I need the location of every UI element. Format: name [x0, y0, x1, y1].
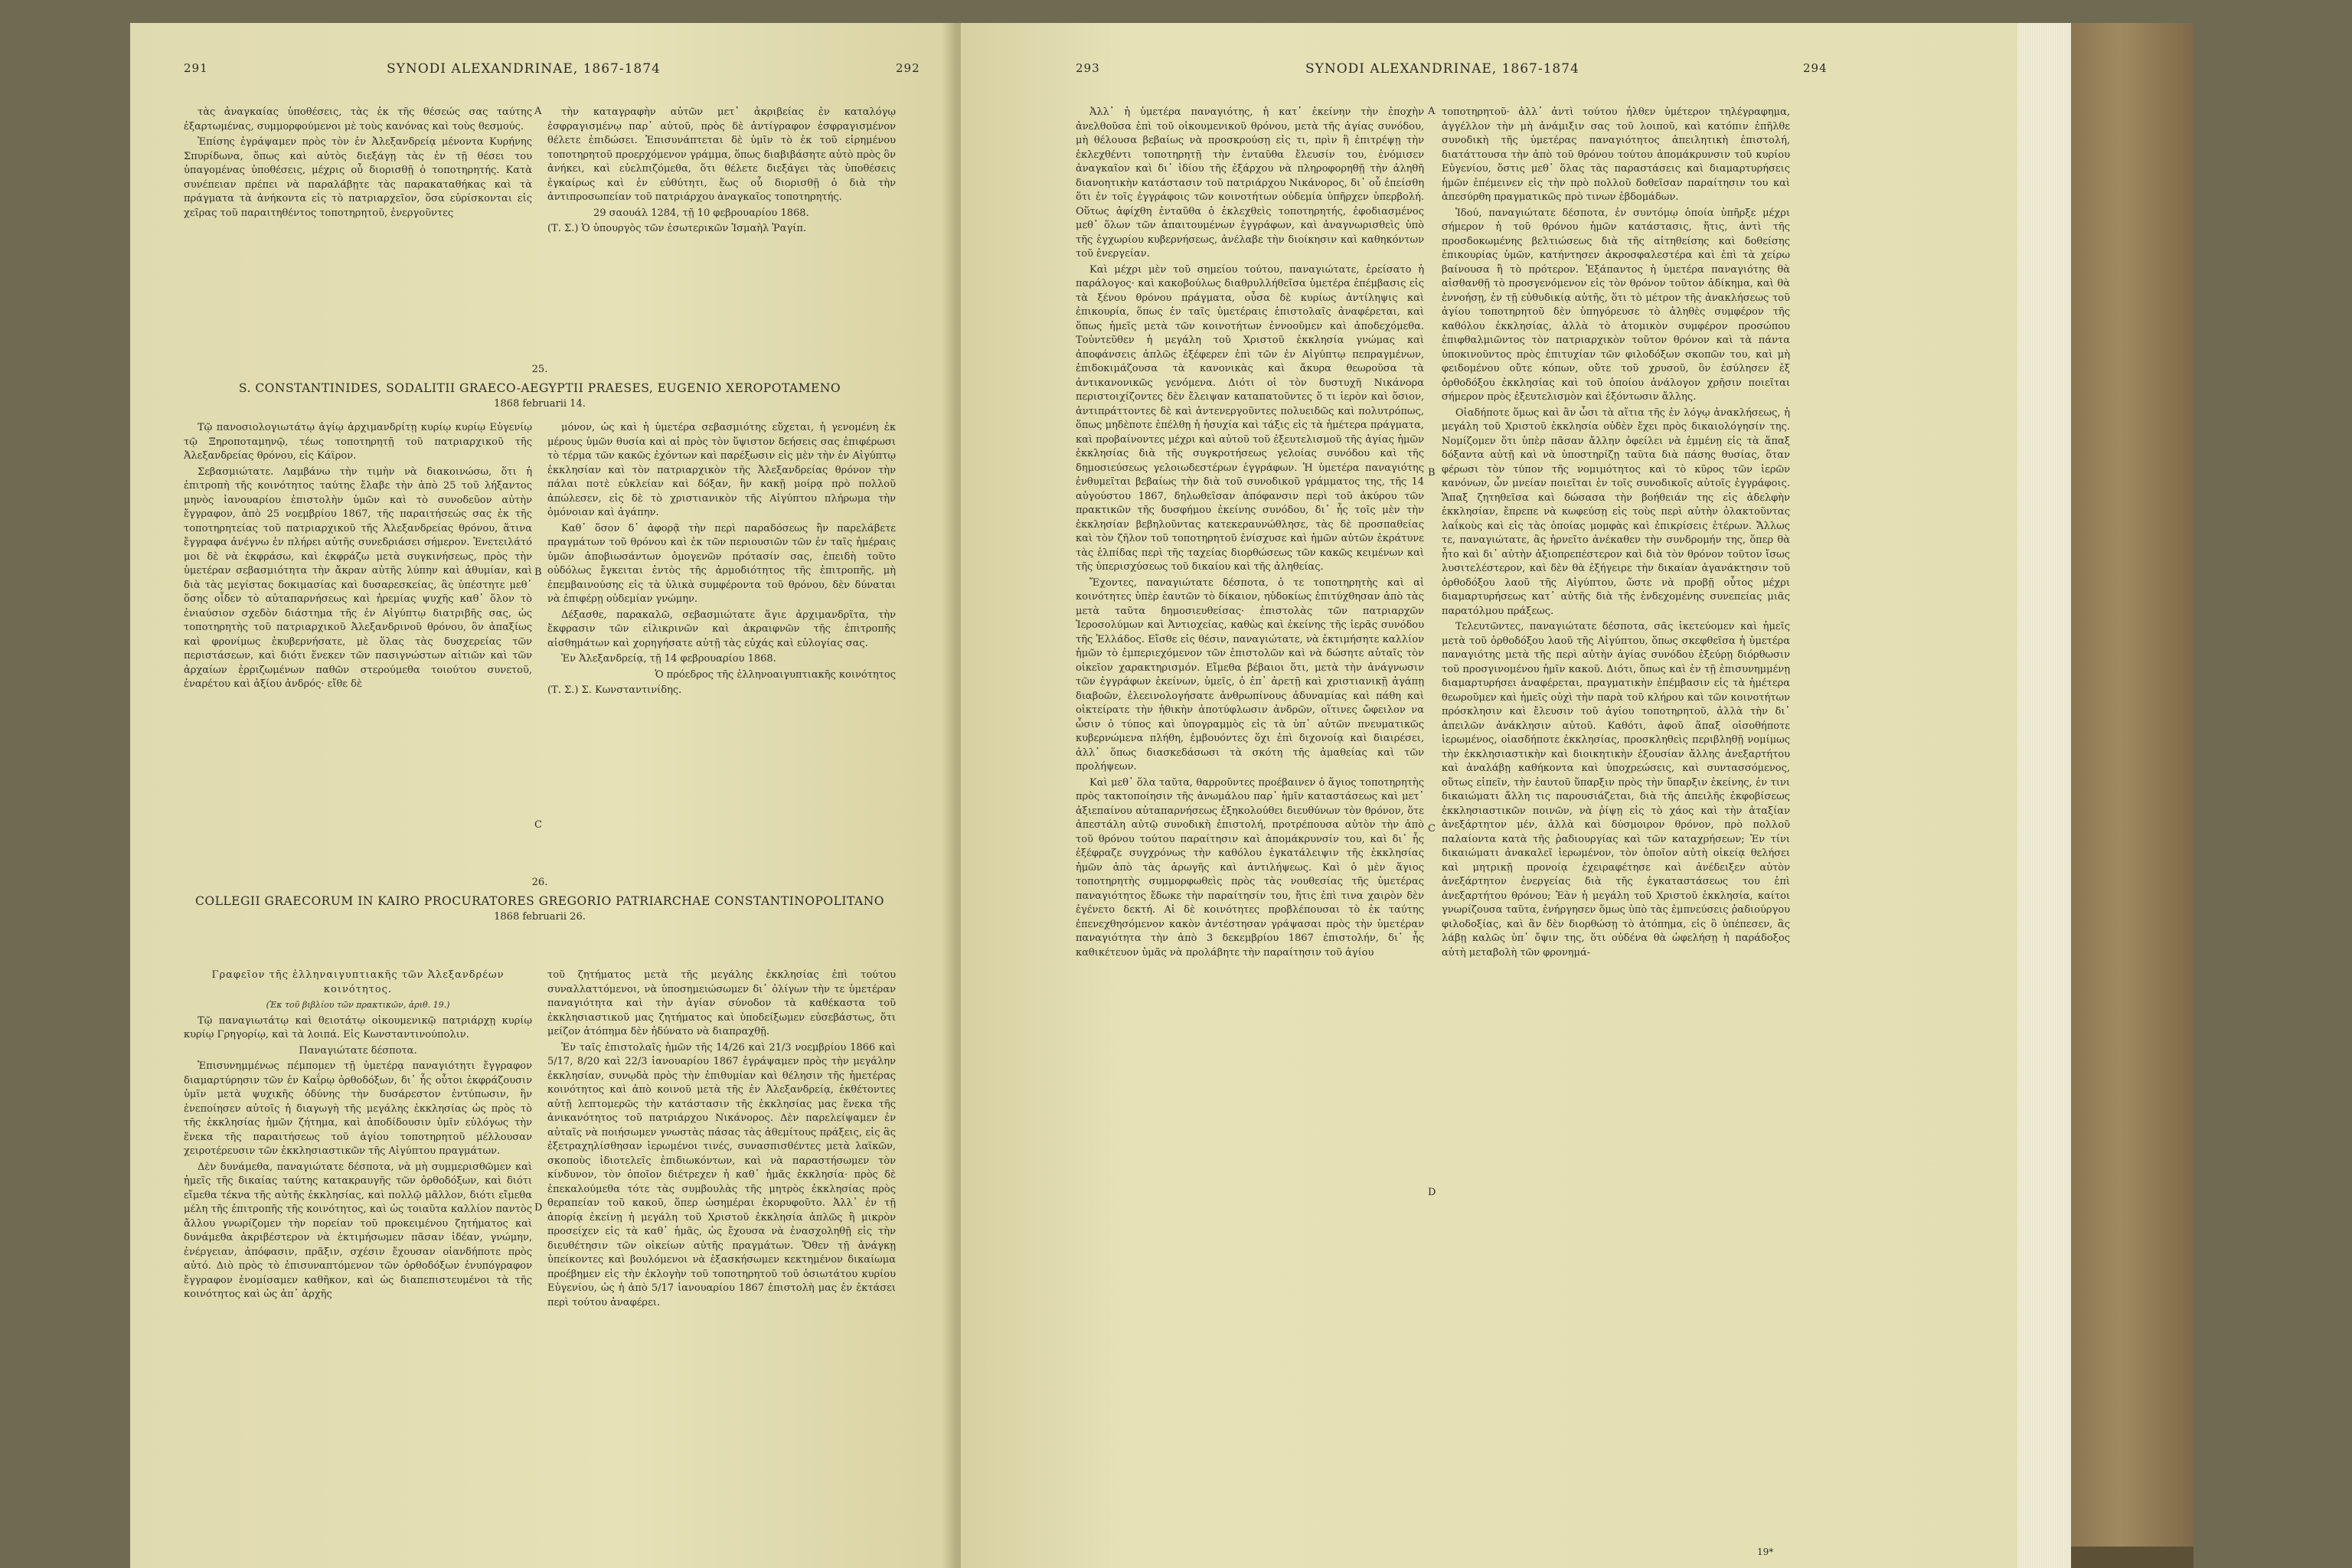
signature-title: Ὁ πρόεδρος τῆς ἑλληνοαιγυπτιακῆς κοινότητος: [655, 668, 896, 681]
margin-letter-d: D: [1428, 1187, 1436, 1198]
margin-letter-a: A: [1428, 106, 1436, 117]
running-head-left: SYNODI ALEXANDRINAE, 1867-1874: [387, 61, 661, 77]
source-note: (Ἐκ τοῦ βιβλίου τῶν πρακτικῶν, ἀριθ. 19.): [266, 1000, 450, 1010]
doc25-number: 25.: [531, 364, 548, 375]
margin-letter-c: C: [534, 819, 542, 831]
paragraph: τὴν καταγραφὴν αὐτῶν μετ᾿ ἀκριβείας ἐν καταλόγῳ ἐσφραγισμένῳ παρ᾿ αὐτοῦ, πρὸς δὲ ἀντίγραφον ἐσφραγισμένον θέλετε ἐπιδώσει. Ἐπισυνάπτεται δὲ ὑμῖν τὸ ἐκ τοῦ εἰρημένου τοποτηρητοῦ προερχόμενον γράμμα, ὅπως διαβιβάσητε αὐτὸ πρὸς ὃν ἀνήκει, καὶ εὐελπιζόμεθα, ὅτι θέλετε διεξάγει τὰς ὑποθέσεις ἐγκαίρως καὶ ἐν εὐθύτητι, ἕως οὗ διορισθῇ ὁ διὰ τὴν ἀντιπροσωπείαν τοῦ πατριάρχου ἀναγκαῖος τοποτηρητής.: [547, 106, 896, 203]
margin-letter-b: B: [534, 567, 542, 578]
paragraph: Τελευτῶντες, παναγιώτατε δέσποτα, σᾶς ἱκετεύομεν καὶ ἡμεῖς μετὰ τοῦ ὀρθοδόξου λαοῦ τῆς Αἰγύπτου, ὅπως σκεφθεῖσα ἡ ὑμετέρα παναγιότης μετὰ τῆς περὶ αὐτὴν ἁγίας συνόδου ἐξεύρῃ διόρθωσιν τοῦ προσγινομένου ἡμῖν κακοῦ. Διότι, ὅπως καὶ ἐν τῇ ἐπισυνημμένῃ διαμαρτυρήσει ἀναφέρεται, πραγματικὴν ἐπέμβασιν εἰς τὰ ἡμέτερα θεωροῦμεν καὶ ἡμεῖς οὐχὶ τὴν παρὰ τοῦ κλήρου καὶ τῶν κοινοτήτων πρόσκλησιν καὶ ἔλευσιν τοῦ ἁγίου τοποτηρητοῦ, ἀλλὰ τὴν δι᾿ ἀπειλῶν ἀνάκλησιν αὐτοῦ. Καθότι, ἀφοῦ ἅπαξ οἰσοθήποτε ἱερωμένος, οἰασδήποτε ἐκκλησίας, προσκληθεὶς περιβληθῇ νομίμως τὴν ἐκκλησιαστικὴν καὶ διοικητικὴν ἐξουσίαν ἄλλης ἀνεξαρτήτου καὶ ἀναλάβῃ καθήκοντα καὶ ὑποχρεώσεις, καὶ συντασσόμενος, οὕτως εἰπεῖν, τὴν ἑαυτοῦ ὕπαρξιν πρὸς τὴν ὕπαρξιν ἐκείνης, ἐν τινι δικαιώματι ἄλλη τις παρουσιάζεται, διὰ τῆς ἀπειλῆς ἐκφοβίσεως ἐκκλησιαστικῶν ποινῶν, νὰ ῥίψῃ εἰς τὸ χάος καὶ τὴν ἀταξίαν ἀνεξάρτητον μέν, ἀλλὰ καὶ δύσμοιρον θρόνον, πρὸ πολλοῦ παλαίοντα κατὰ τῆς ῥαδιουργίας καὶ τῶν καταχρήσεων; Ἐν τίνι δικαιώματι ἀνακαλεῖ ἱερωμένον, τὸν ὁποῖον αὐτὴ οἰκείᾳ θελήσει καὶ μητρικῇ προνοίᾳ ἐχειραφέτησε καὶ ἀνέδειξεν αὐτὸν ἀνεξάρτητον ἐνεργείας διὰ τῆς ἐγκαταστάσεως του ἐπὶ ἀνεξαρτήτου θρόνου; Ἐὰν ἡ μεγάλη τοῦ Χριστοῦ ἐκκλησία, καίτοι γνωρίζουσα ταῦτα, ἐνήργησεν ὅμως ὑπὸ τὰς ἐμπνεύσεις ῥαδιούργου φιλοδοξίας, καὶ ἂν δὲν διορθώσῃ τὸ ἀτόπημα, εἰς ὃ ὑπέπεσεν, ἂς λάβῃ καλῶς ὑπ᾿ ὄψιν της, ὅτι οὐδένα θὰ ὠφελήσῃ ἡ παράδοξος αὐτὴ μεταβολὴ τῶν φρονημά-: [1442, 621, 1790, 959]
doc25-date: 1868 februarii 14.: [494, 397, 586, 410]
paragraph: μόνον, ὡς καὶ ἡ ὑμετέρα σεβασμιότης εὔχεται, ἡ γενομένη ἐκ μέρους ὑμῶν θυσία καὶ αἱ πρὸς τὸν ὕψιστον δεήσεις σας ἐπιφέρωσι τὸ τέρμα τῶν κακῶς ἐχόντων καὶ παρέξωσιν εἰς μὲν τὴν ἐν Αἰγύπτῳ ἐκκλησίαν καὶ τὸν πατριαρχικὸν τῆς Ἀλεξανδρείας θρόνον τὴν πάλαι ποτὲ εὐκλείαν καὶ δόξαν, ἣν κακῇ μοίρᾳ πρὸ πολλοῦ ἀπώλεσεν, εἰς δὲ τὸ χριστιανικὸν τῆς Αἰγύπτου πλήρωμα τὴν ὁμόνοιαν καὶ ἀγάπην.: [547, 422, 896, 518]
paragraph: Ἐπίσης ἐγράψαμεν πρὸς τὸν ἐν Ἀλεξανδρείᾳ μένοντα Κυρήνης Σπυρίδωνα, ὅπως καὶ αὐτὸς διεξάγῃ τὰς ἐν τῇ θέσει του ὑπαγομένας ὑποθέσεις, μέχρις οὗ διορισθῇ ὁ τοποτηρητής. Κατὰ συνέπειαν πρέπει νὰ παραλάβῃτε τὰς παρακαταθήκας καὶ τὰ πράγματα τὰ ἀνήκοντα εἰς τὸ πατριαρχεῖον, ὅσα εὑρίσκονται εἰς χεῖρας τοῦ παραιτηθέντος τοποτηρητοῦ, ἐνεργοῦντες: [184, 136, 532, 219]
date-line: 29 σαουάλ 1284, τῇ 10 φεβρουαρίου 1868.: [593, 207, 809, 219]
office-heading: Γραφεῖον τῆς ἑλληναιγυπτιακῆς τῶν Ἀλεξανδρέων κοινότητος.: [211, 969, 505, 995]
doc25-left-col: [184, 421, 532, 835]
right-page-col2: [1442, 106, 1790, 1545]
running-head-right: SYNODI ALEXANDRINAE, 1867-1874: [1305, 61, 1579, 77]
page-number-left-outer: 291: [184, 61, 208, 75]
paragraph: Καθ᾿ ὅσον δ᾿ ἀφορᾷ τὴν περὶ παραδόσεως ἢν παρελάβετε πραγμάτων τοῦ θρόνου καὶ ἐκ τῶν περιουσιῶν τῶν ἐν ταῖς ἡμέραις ὑμῶν ἀποβιωσάντων ὁμογενῶν πρότασίν σας, ἐπειδὴ τοῦτο οὐδόλως ἔγκειται ἐντὸς τῆς ἁρμοδιότητος τῆς ἐπιτροπῆς, μὴ ἐπεμβαινούσης εἰς τὰ ὑλικὰ συμφέροντα τοῦ θρόνου, δὲν δύναται νὰ ἐπιφέρῃ οὐδεμίαν γνώμην.: [547, 522, 896, 605]
doc26-title: COLLEGII GRAECORUM IN KAIRO PROCURATORES GREGORIO PATRIARCHAE CONSTANTINOPOLITANO: [195, 893, 884, 908]
page-edges: [2017, 23, 2071, 1568]
paragraph: Ἀλλ᾿ ἡ ὑμετέρα παναγιότης, ἡ κατ᾿ ἐκείνην τὴν ἐποχὴν ἀνελθοῦσα ἐπὶ τοῦ οἰκουμενικοῦ θρόνου, μετὰ τῆς ἁγίας συνόδου, μὴ θέλουσα βεβαίως νὰ προσκρούσῃ εἰς τι, πρὶν ἢ ἐπιτρέψῃ τὴν ἐκλεχθέντι τοποτηρητῇ τὴν ἐνταῦθα ἔλευσίν του, ἐνόμισεν ἀναγκαῖον καὶ δι᾿ ἰδίου τῆς ἐξάρχου νὰ πληροφορηθῇ τὴν ἀληθῆ διανοητικὴν κατάστασιν τοῦ πατριάρχου Νικάνορος, δι᾿ οὗ ἐπείσθη ὅτι ἐν τοῖς ἐγγράφοις τῶν κοινοτήτων οὐδεμία ὑπῆρχεν ὑπερβολή. Οὕτως ἀφίχθη ἐνταῦθα ὁ ἐκλεχθεὶς τοποτηρητής, ἐφοδιασμένος μεθ᾿ ὅλων τῶν ἀπαιτουμένων ἐγγράφων, καὶ ἀναγνωρισθεὶς ὑπὸ τῆς ἐγχωρίου κυβερνήσεως, ἀνέλαβε τὴν διοίκησιν καὶ καθηκόντων τοῦ ἐνεργείαν.: [1076, 106, 1424, 260]
right-page: [961, 23, 2033, 1568]
doc26-heading-block: [184, 865, 896, 932]
paragraph: Δὲν δυνάμεθα, παναγιώτατε δέσποτα, νὰ μὴ συμμερισθῶμεν καὶ ἡμεῖς τῆς δικαίας ταύτης κατακραυγῆς τῶν ὀρθοδόξων, καὶ διότι εἴμεθα τέκνα τῆς αὐτῆς ἐκκλησίας, καὶ πολλῷ μᾶλλον, διότι εἴμεθα μέλη τῆς ἐπιτροπῆς τῆς κοινότητος, καὶ ὡς τοιαῦτα καλλίον παντὸς ἄλλου γνωρίζομεν τὴν πορείαν τοῦ προκειμένου ζητήματος καὶ δυνάμεθα ἀκριβέστερον νὰ ἐκτιμήσωμεν πᾶσαν ἰδέαν, γνώμην, ἐνέργειαν, ἀπόφασιν, πρᾶξιν, σχέσιν ἔχουσαν οἱανδήποτε πρὸς αὐτό. Διὸ πρὸς τὸ ἐπισυναπτόμενον τῶν ὀρθοδόξων ἐνυπόγραφον ἔγγραφον ἑνομίσαμεν καθῆκον, καὶ ὡς διαπεπιστευμένοι τὰ τῆς κοινότητος καὶ ὡς ἀπ᾿ ἀρχῆς: [184, 1161, 532, 1300]
margin-letter-d: D: [534, 1202, 543, 1214]
page-number-right-outer: 294: [1803, 61, 1828, 75]
doc25-heading-block: [184, 352, 896, 419]
paragraph: Ἐν ταῖς ἐπιστολαῖς ἡμῶν τῆς 14/26 καὶ 21/3 νοεμβρίου 1866 καὶ 5/17, 8/20 καὶ 22/3 ἰανουαρίου 1867 ἐγράψαμεν πρὸς τὴν μεγάλην ἐκκλησίαν, συνῳδὰ πρὸς τὴν ἐπιθυμίαν καὶ θέλησιν τῆς ἡμετέρας κοινότητος καὶ ἀπὸ κοινοῦ μετὰ τῆς ἐν Ἀλεξανδρείᾳ, ἐκθέτοντες αὐτῇ λεπτομερῶς τὴν κατάστασιν τῆς ἐκκλησίας μας ἕνεκα τῆς ἀνικανότητος τοῦ πατριάρχου Νικάνορος. Δὲν παρελείψαμεν ἐν αὐταῖς νὰ ποιήσωμεν γνωστὰς πάσας τὰς ἀθεμίτους πράξεις, εἰς ἃς ἐξετραχηλίσθησαν ἱερωμένοι τινές, συνασπισθέντες μετὰ λαϊκῶν, σκοποὺς ἰδιοτελεῖς ἐπιδιωκόντων, καὶ νὰ παραστήσωμεν τὸν κίνδυνον, τὸν ὁποῖον διέτρεχεν ἡ καθ᾿ ἡμᾶς ἐκκλησία· πρὸς δὲ ἐπεκαλούμεθα τότε τὰς συμβουλὰς τῆς μητρὸς ἐκκλησίας πρὸς θεραπείαν τοῦ κακοῦ, ὅπερ ὡσημέραι ἐκορυφοῦτο. Ἀλλ᾿ ἐν τῇ ἀπορίᾳ ἐκείνῃ ἡ μεγάλη τοῦ Χριστοῦ ἐκκλησία ἀπλῶς ἢ μικρὸν προσείχεν εἰς τὰ καθ᾿ ἡμᾶς, ὡς ἔχουσα νὰ ἐνασχοληθῇ εἰς τὴν διευθέτησιν τῶν οἰκείων αὐτῆς πραγμάτων. Ὅθεν τῇ ἀνάγκῃ ὑπείκοντες καὶ βουλόμενοι νὰ ἐξασκήσωμεν κεκτημένον δικαίωμα προέβημεν εἰς τὴν ἐκλογὴν τοῦ τοποτηρητοῦ τοῦ ὁσιωτάτου κυρίου Εὐγενίου, ὡς ἡ ἀπὸ 5/17 ἰανουαρίου 1867 ἐπιστολὴ μας ἐν ἐκτάσει περὶ τούτου ἀναφέρει.: [547, 1041, 896, 1308]
paragraph: τοῦ ζητήματος μετὰ τῆς μεγάλης ἐκκλησίας ἐπὶ τούτου συναλλαττόμενοι, νὰ ὑποσημειώσωμεν δι᾿ ὀλίγων τὴν τε ὑμετέραν παναγιότητα καὶ τὴν ἁγίαν σύνοδον τὰ καθέκαστα τοῦ ἐκκλησιαστικοῦ μας ζητήματος καὶ ὑποδείξωμεν εὐσεβάστως, ὅτι μείζον ἀτόπημα δὲν ἠδύνατο νὰ διαπραχθῇ.: [547, 969, 896, 1037]
signature-name: (Τ. Σ.) Σ. Κωνσταντινίδης.: [547, 684, 682, 696]
right-page-col1: [1076, 106, 1424, 1560]
signature-mark: 19*: [1757, 1547, 1774, 1557]
right-col-top: [547, 106, 896, 293]
left-page: [130, 23, 957, 1568]
margin-letter-a: A: [534, 106, 542, 117]
place-date: Ἐν Ἀλεξανδρείᾳ, τῇ 14 φεβρουαρίου 1868.: [561, 653, 776, 665]
doc26-right-col: [547, 969, 896, 1558]
signature-line: (Τ. Σ.) Ὁ ὑπουργὸς τῶν ἐσωτερικῶν Ἰσμαὴλ Ῥαγίπ.: [547, 223, 806, 234]
salutation: Παναγιώτατε δέσποτα.: [299, 1044, 417, 1057]
paragraph: Ἰδού, παναγιώτατε δέσποτα, ἐν συντόμῳ ὁποία ὑπῆρξε μέχρι σήμερον ἡ τοῦ θρόνου ἡμῶν κατάστασις, ἥτις, ἀντὶ τῆς προσδοκωμένης βελτιώσεως διὰ τῆς αἰτηθείσης καὶ δοθείσης ἐπικουρίας ὑμῶν, κατήντησεν ἀκροσφαλεστέρα καὶ ἐπὶ τὰ χείρω βαίνουσα ἢ τὸ πρότερον. Ἐξάπαντος ἡ ὑμετέρα παναγιότης θὰ αἰσθανθῇ τὸ προσγενόμενον εἰς τὸν θρόνον τοῦτον ἀδίκημα, καὶ θὰ ἐννοήσῃ, ἐν τῇ εὐθυδικίᾳ αὐτῆς, ὅτι τὸ μέτρον τῆς ἀνακλήσεως τοῦ ἁγίου τοποτηρητοῦ δὲν ὑπηγόρευσε τὸ ἀληθὲς συμφέρον τῆς καθόλου ἐκκλησίας, ἀλλὰ τὸ ἀτομικὸν συμφέρον προσώπου ἐπιφθαλμιῶντος τὸν πατριαρχικὸν τοῦτον θρόνον καὶ τὰ πάντα ὑποκινοῦντος πρὸς ἐπιτυχίαν τῶν φιλοδόξων σκοπῶν του, καὶ μὴ φειδομένου οὔτε κόπων, οὔτε τοῦ χρυσοῦ, ὃν ἐσύλησεν ἐξ ὀρθοδόξου ἐκκλησίας καὶ τοῦ ὁποίου ἀνάλογον χρῆσιν ποιεῖται σήμερον πρὸς ἐξευτελισμὸν καὶ ἑξόντωσιν ἄλλης.: [1442, 207, 1790, 403]
paragraph: Καὶ μεθ᾿ ὅλα ταῦτα, θαρροῦντες προέβαινεν ὁ ἅγιος τοποτηρητὴς πρὸς τακτοποίησιν τῆς ἀνωμάλου παρ᾿ ἡμῖν καταστάσεως καὶ μετ᾿ ἀξιεπαίνου αὐταπαρνήσεως ἐξηκολούθει διευθύνων τὸν θρόνον, ὅτε ἀπεστάλη αὐτῷ συνοδικὴ ἐπιστολή, προτρέπουσα αὐτὸν τὴν ἀπὸ τοῦ θρόνου τούτου παραίτησιν καὶ ἀπομάκρυνσίν του, καὶ δι᾿ ἧς ἐξέφραζε συγχρόνως τὴν καθόλου ἐγκατάλειψιν τῆς ἐκκλησίας ἡμῶν ἀπὸ τὰς ἀρωγῆς καὶ ἀντιλήψεως. Καὶ ὁ μὲν ἅγιος τοποτηρητὴς συμμορφωθεὶς πρὸς τὰς νουθεσίας τῆς ὑμετέρας παναγιότητος ἔδωκε τὴν παραίτησίν του, ἥτις ἐπὶ τινα χαιρὸν δὲν ἐγένετο δεκτή. Αἱ δὲ κοινότητες προβλέπουσαι τὸ ἐκ ταύτης ἐπενεχθησόμενον κακὸν ἀντέστησαν γράψασαι πρὸς τὴν ὑμετέραν παναγιότητα τὴν ἀπὸ 3 δεκεμβρίου 1867 ἐπιστολήν, δι᾿ ἧς καθικέτευον ὑμᾶς νὰ προλάβητε τὴν παραίτησιν τοῦ ἁγίου: [1076, 776, 1424, 959]
addressee: Τῷ παναγιωτάτῳ καὶ θειοτάτῳ οἰκουμενικῷ πατριάρχῃ κυρίῳ κυρίῳ Γρηγορίῳ, καὶ τὰ λοιπά. Εἰς Κωνσταντινούπολιν.: [184, 1014, 532, 1040]
page-number-right-inner: 293: [1076, 61, 1100, 75]
paragraph: Τῷ πανοσιολογιωτάτῳ ἁγίῳ ἀρχιμανδρίτῃ κυρίῳ κυρίῳ Εὐγενίῳ τῷ Ξηροποταμηνῷ, τέως τοποτηρητῇ τοῦ πατριαρχικοῦ τῆς Ἀλεξανδρείας θρόνου, εἰς Κάϊρον.: [184, 422, 532, 462]
book-cover-edge: [2071, 23, 2194, 1568]
left-col-top: [184, 106, 532, 293]
paragraph: Ἐπισυνημμένως πέμπομεν τῇ ὑμετέρᾳ παναγιότητι ἔγγραφον διαμαρτύρησιν τῶν ἐν Καΐρῳ ὀρθοδόξων, δι᾿ ἧς οὗτοι ἐκφράζουσιν ὑμῖν μετὰ ψυχικῆς ὀδύνης τὴν δυσάρεστον ἐντύπωσιν, ἣν ἐνεποίησεν αὐτοῖς ἡ διαγωγὴ τῆς μεγάλης ἐκκλησίας ὡς πρὸς τὸ τῆς ἐκκλησίας ἡμῶν ζήτημα, καὶ ἀποδίδουσιν ὑμῖν εὐλόγως τὴν ἕνεκα τῆς παραιτήσεως τοῦ ἁγίου τοποτηρητοῦ μέλλουσαν χειροτέρευσιν τῶν ἐκκλησιαστικῶν τῆς Αἰγύπτου πραγμάτων.: [184, 1060, 532, 1157]
paragraph: Οἰαδήποτε ὅμως καὶ ἂν ὦσι τὰ αἴτια τῆς ἐν λόγῳ ἀνακλήσεως, ἡ μεγάλη τοῦ Χριστοῦ ἐκκλησία οὐδὲν ἔχει πρὸς δικαιολόγησίν της. Νομίζομεν ὅτι ὑπὲρ πᾶσαν ἄλλην ὀφείλει νὰ ἐμμένῃ εἰς τὰ ἅπαξ δόξαντα αὐτῇ καὶ νὰ ὑποστηρίζῃ ταῦτα διὰ πάσης θυσίας, ὅταν φέρωσι τὸν τύπον τῆς νομιμότητος καὶ τὸ κῦρος τῶν ἱερῶν κανόνων, ὧν μνείαν ποιεῖται ἐν τοῖς συνοδικοῖς αὐτοῖς ἐγγράφοις. Ἅπαξ ζητηθεῖσα καὶ δώσασα τὴν βοήθειάν της εἰς ἀδελφὴν ἐκκλησίαν, ἔπρεπε νὰ κωφεύσῃ εἰς τοὺς περὶ αὐτὴν ὀλακτοῦντας λαΐκοὺς καὶ εἰς τὰς ὁποίας μομφὰς καὶ ἐπικρίσεις ἑτέρων. Ἄλλως τε, παναγιώτατε, ἂς ἠρνεῖτο ἀνέκαθεν τὴν συνδρομήν της, ὅπερ θὰ ἦτο καὶ δι᾿ αὐτὴν ἀξιοπρεπέστερον καὶ διὰ τὸν θρόνον τοῦτον ἴσως λυσιτελέστερον, καὶ δὲν θὰ ἐξήγειρε τὴν δικαίαν ἀγανάκτησιν τοῦ ὀρθοδόξου λαοῦ τῆς Αἰγύπτου, ὥστε νὰ προβῇ οὗτος μέχρι διαμαρτυρήσεως κατ᾿ αὐτῆς διὰ τῆς ἐνδεχομένης συνεπείας μιᾶς παρατόλμου πράξεως.: [1442, 407, 1790, 617]
margin-letter-b: B: [1428, 467, 1436, 479]
paragraph: Ἔχοντες, παναγιώτατε δέσποτα, ὁ τε τοποτηρητὴς καὶ αἱ κοινότητες ὑπὲρ ἑαυτῶν τὸ δίκαιον, ηὐδοκίως ἐπιτύχθησαν ἀπὸ τὰς μετὰ ταῦτα δημοσιευθείσας· ἐπιστολὰς τῶν πατριαρχῶν Ἱεροσολύμων καὶ Ἀντιοχείας, καθὼς καὶ ἐκείνης τῆς ἱερᾶς συνόδου τῆς Ἑλλάδος. Εἴσθε εἰς θέσιν, παναγιώτατε, νὰ ἐκτιμήσητε καλλίον ἡμῶν τὸ ἐμπεριεχόμενον τῶν ἐπιστολῶν καὶ νὰ δώσητε αὐταῖς τὸν οἰκεῖον χαρακτηρισμόν. Εἴμεθα βέβαιοι ὅτι, μετὰ τὴν ἀνάγνωσιν τῶν ἐγγράφων ἐκείνων, ὑμεῖς, ὁ ἐπ᾿ ἀρετῇ καὶ χριστιανικῇ ἀγάπῃ διαβοῶν, ἐλεεινολογήσατε ἀνθρωπίνους ἀδυναμίας καὶ πάθη καὶ οἰκτείρατε τὴν ἠθικὴν ἀποτύφλωσιν ἀνδρῶν, οἵτινες ὤφειλον να ὦσιν ὁ τύπος καὶ ὑπογραμμὸς εἰς τὰ ὑπ᾿ αὐτῶν πνευματικῶς κυβερνώμενα πλήθη, ἐμβουόντες ὅχι ἐπὶ διχονοίᾳ καὶ διαιρέσει, ἀλλ᾿ ὅπως διασκεδάσωσι τὰ σκότη τῆς ἀμαθείας καὶ τῶν προλήψεων.: [1076, 577, 1424, 773]
paragraph: τὰς ἀναγκαίας ὑποθέσεις, τὰς ἐκ τῆς θέσεώς σας ταύτης ἐξαρτωμένας, συμμορφούμενοι μὲ τοὺς κανόνας καὶ τοὺς θεσμούς.: [184, 106, 532, 132]
margin-letter-c: C: [1428, 823, 1436, 835]
paragraph: Σεβασμιώτατε. Λαμβάνω τὴν τιμὴν νὰ διακοινώσω, ὅτι ἡ ἐπιτροπὴ τῆς κοινότητος ταύτης ἔλαβε τὴν ἀπὸ 25 τοῦ λήξαντος μηνὸς ἰανουαρίου ἐπιστολὴν ὑμῶν καὶ τὸ συνοδεῦον αὐτὴν ἔγγραφον, ἀπὸ 25 νοεμβρίου 1867, τῆς παραιτήσεώς σας ἐκ τῆς τοποτηρητείας τοῦ πατριαρχικοῦ τῆς Ἀλεξανδρείας θρόνου, ἅτινα ἔγγραφα ἀνέγνω ἐν πλήρει αὐτῆς συνεδριάσει σήμερον. Ἐνετειλάτό μοι δὲ νὰ ἐκφράσω, καὶ ἐκφράζω μετὰ συγκινήσεως, πρὸς τὴν ὑμετέραν σεβασμιότητα τὴν ἄκραν αὐτῆς λύπην καὶ ἀθυμίαν, καὶ διὰ τὰς μεγίστας δοκιμασίας καὶ δυσαρεσκείας, ἃς ὑπέστητε μεθ᾿ ὅσης οἶδεν τὸ αὐταπαρνήσεως καὶ ἠρεμίας ψυχῆς καθ᾿ ὅλον τὸ ἐνιαύσιον σχεδὸν διάστημα τῆς ἐν Αἰγύπτῳ διατριβῆς σας, ὡς τοποτηρητὴς τοῦ πατριαρχικοῦ Ἀλεξανδρινοῦ θρόνου, ὃν ἀπαξίως καὶ φρονίμως ἐκυβερνήσατε, μὲ ὅλας τὰς δυσχερείας τῶν περιστάσεων, καὶ διότι ἕνεκεν τῶν πασιγνώστων αἰτιῶν καὶ τῶν ἀρχαίων ἐρριζωμένων παθῶν στερούμεθα τοιούτου συνετοῦ, ἐναρέτου καὶ ἀξίου ἀνδρός· εἴθε δὲ: [184, 466, 532, 690]
book-cover-corner: [2071, 1547, 2194, 1568]
page-number-left-inner: 292: [896, 61, 920, 75]
paragraph: τοποτηρητοῦ· ἀλλ᾿ ἀντὶ τούτου ἦλθεν ὑμέτερον τηλέγραφημα, ἀγγέλλον τὴν μὴ ἀνάμιξιν σας τοῦ λοιποῦ, καὶ κατόπιν ἐπῆλθε συνοδικὴ τῆς ὑμετέρας παναγιότητος ἀπειλητικὴ ἐπιστολή, διατάττουσα τὴν ἀπὸ τοῦ θρόνου τούτου ἀπομάκρυνσιν τοῦ κυρίου Εὐγενίου, ὅστις μεθ᾿ ὅλας τὰς παραστάσεις καὶ διαμαρτυρήσεις ἡμῶν ἐπέμεινεν εἰς τὴν πρὸ πολλοῦ δοθεῖσαν παραίτησιν του καὶ ἀπεσύρθη πραγματικῶς πρὸ τινων ἑβδομάδων.: [1442, 106, 1790, 203]
open-book: [130, 23, 2194, 1568]
doc25-title: S. CONSTANTINIDES, SODALITII GRAECO-AEGYPTII PRAESES, EUGENIO XEROPOTAMENO: [238, 381, 841, 395]
paragraph: Καὶ μέχρι μὲν τοῦ σημείου τούτου, παναγιώτατε, ἐρείσατο ἡ παράλογος· καὶ κακοβούλως διαθρυλλήθεῖσα ὑμετέρα ἐπέμβασις εἰς τὰ ξένου θρόνου πράγματα, οὖσα δὲ κυρίως ἀντίληψις καὶ ἐπικουρία, ὅπως ἐν ταῖς ὑμετέραις ἐπιστολαῖς ἀναφέρεται, καὶ ὅπως ἡμεῖς μετὰ τῶν κοινοτήτων ἐννοοῦμεν καὶ ἀποδεχόμεθα. Τοὐντεῦθεν ἡ μεγάλη τοῦ Χριστοῦ ἐκκλησία γνώμας καὶ ἀποφάνσεις ἁπλῶς ἐξέφερεν ἐπὶ τῶν ἐν Αἰγύπτῳ πεπραγμένων, ἐπιδοκιμάζουσα τὰ κανονικὰς καὶ ἄκυρα θεωροῦσα τὰ ἀντικανονικῶς γενόμενα. Διότι οἱ τὸν δυστυχῆ Νικάνορα περιστοιχίζοντες δὲν ἔλειψαν καταπατοῦντες ὅ τι ἱερὸν καὶ ὅσιον, ἀντιπράττοντες δὲ καὶ ἀντενεργοῦντες πολυειδῶς καὶ πολυτρόπως, ὅπως μηδὲποτε ἐπέλθῃ ἡ ἡσυχία καὶ τάξις εἰς τὰ ἡμέτερα πράγματα, καὶ προβαίνοντες μέχρι καὶ αὐτοῦ τοῦ ἐξευτελισμοῦ τῆς ἁγίας ἡμῶν ἐκκλησίας διὰ τῆς συγκροτήσεως γελοίας συνόδου καὶ τῆς δημοσιεύσεως γελοιωδεστέρων ἐγγράφων. Ἡ ὑμετέρα παναγιότης ἐνθυμεῖται βεβαίως τὴν διὰ τοῦ συνοδικοῦ γράμματος της, τῆς 14 αὐγούστου 1867, δηλωθεῖσαν ἀπόφανσιν περὶ τοῦ ἀκύρου τῶν πρακτικῶν τῆς δυσφήμου ἐκείνης συνόδου, δι᾿ ἧς τοῖς μὲν τὴν ἐκκλησίαν βεβηλοῦντας κατεκεραυνώθλησε, τὰς δὲ προσπαθείας καὶ τὸν ζῆλον τοῦ τοποτηρητοῦ ἐνίσχυσε καὶ ἡμῶν αὐτῶν ἐκράτυνε τὰς ἐλπίδας περὶ τῆς ταχείας διορθώσεως τῶν κακῶς κειμένων καὶ τῆς ὑπερισχύσεως τοῦ δικαίου καὶ τῆς ἀληθείας.: [1076, 263, 1424, 573]
doc25-right-col: [547, 421, 896, 835]
doc26-number: 26.: [531, 877, 548, 888]
doc26-date: 1868 februarii 26.: [494, 910, 586, 923]
paragraph: Δέξασθε, παρακαλῶ, σεβασμιώτατε ἅγιε ἀρχιμανδρῖτα, τὴν ἔκφρασιν τῶν εἰλικρινῶν καὶ ἀκραιφνῶν τῆς ἐπιτροπῆς αἰσθημάτων καὶ χορηγήσατε αὐτῇ τὰς εὐχάς καὶ εὐλογίας σας.: [547, 609, 896, 649]
doc26-left-col: [184, 969, 532, 1558]
